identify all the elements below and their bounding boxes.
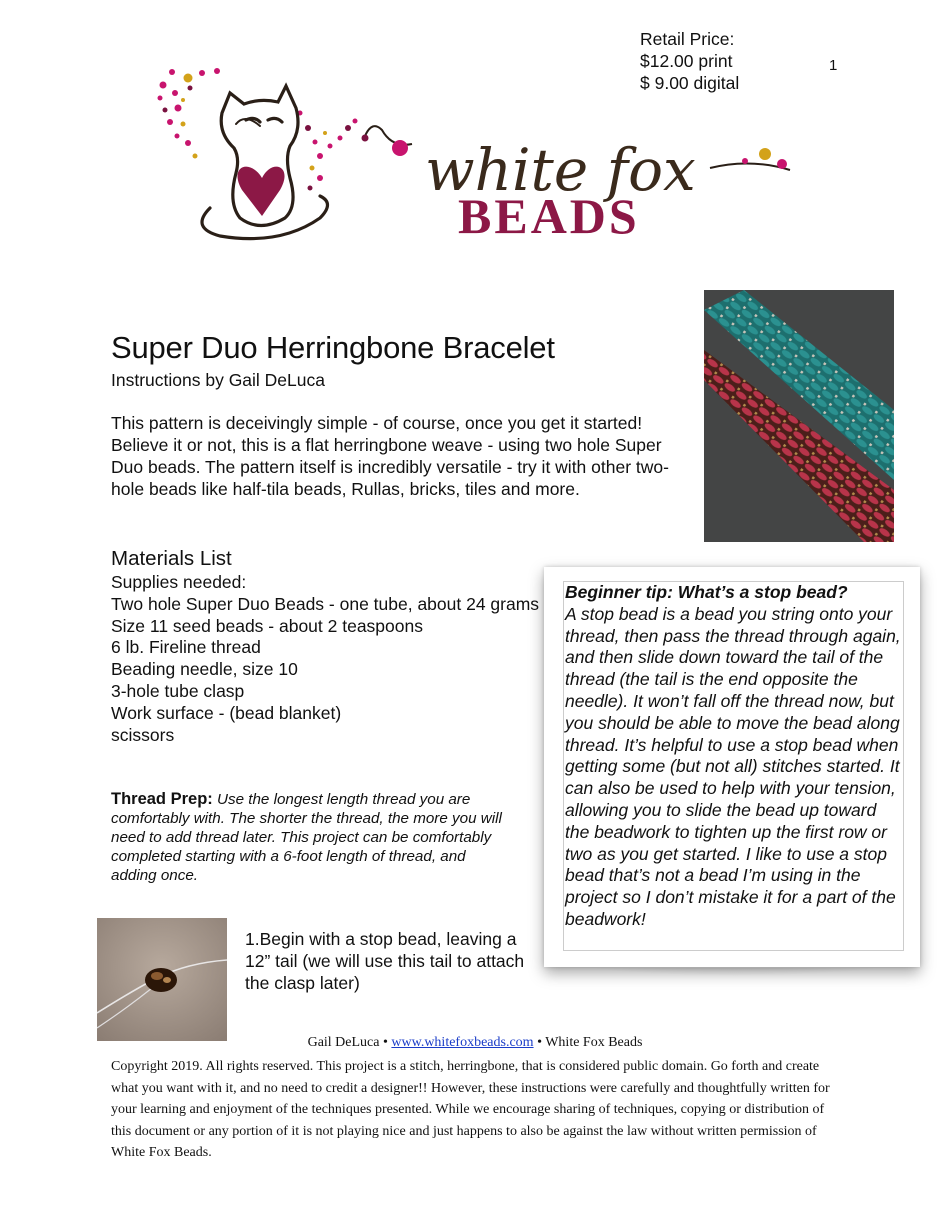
intro-paragraph: This pattern is deceivingly simple - of course, once you get it started! Believe it or not, this is a flat herringbone weave - using two hole Super Duo beads. The pattern itself is incredibly versatile - try it with other two-hole beads like half-tila beads, Rullas, bricks, tiles and more. [111,413,669,499]
beginner-tip-card [544,567,920,967]
materials-list [111,547,541,746]
step-1-text: 1.Begin with a stop bead, leaving a 12” tail (we will use this tail to attach the clasp later) [245,929,525,993]
copyright-notice: Copyright 2019. All rights reserved. This project is a stitch, herringbone, that is considered public domain. Go forth and create what you want with it, and no need to credit a designer!! However, these instructions were carefully and thoughtfully written for your learning and enjoyment of the techniques presented. While we encourage sharing of techniques, copying or distribution of this document or any portion of it is not playing nice and just happens to also be against the law without written permission of White Fox Beads. [111,1059,830,1160]
thread-prep [111,790,511,885]
tip-heading: Beginner tip: What’s a stop bead? [565,582,848,602]
card-shadow [540,968,930,1004]
materials-heading: Materials List [111,547,232,570]
page-number: 1 [829,57,838,74]
footer-author: Gail DeLuca • [307,1035,392,1050]
footer-brand: • White Fox Beads [533,1035,643,1050]
materials-line: Supplies needed: [111,572,247,592]
materials-line: Work surface - (bead blanket) [111,702,342,723]
retail-price-digital: $ 9.00 digital [640,73,740,93]
materials-line: scissors [111,724,175,745]
logo-script: white fox [425,136,696,204]
white-fox-beads-logo [150,58,800,253]
fox-icon [202,86,328,239]
materials-line: 6 lb. Fireline thread [111,637,261,658]
beginner-tip-box [563,581,904,951]
materials-line: Size 11 seed beads - about 2 teaspoons [111,615,423,636]
logo-beads: BEADS [458,188,640,244]
dot-swirl-icon [158,68,358,191]
materials-line: 3-hole tube clasp [111,680,245,701]
website-link[interactable]: www.whitefoxbeads.com [391,1035,534,1050]
retail-price-label: Retail Price: [640,29,735,49]
bracelet-photo [704,290,894,542]
materials-line: Two hole Super Duo Beads - one tube, about 24 grams [111,593,540,614]
footer-credits [0,1035,950,1051]
stop-bead-photo [97,918,227,1041]
thread-prep-text: Use the longest length thread you are comfortably with. The shorter the thread, the more you will need to add thread later. This project can be comfortably completed starting with a 6-foot length of thread, and adding once. [111,791,502,884]
heart-icon [237,167,284,216]
page-title: Super Duo Herringbone Bracelet [111,330,555,365]
thread-prep-label: Thread Prep: [111,790,213,808]
byline: Instructions by Gail DeLuca [111,370,325,390]
tip-body: A stop bead is a bead you string onto your thread, then pass the thread through again, and then slide down toward the tail of the thread (the tail is the end opposite the needle). It won’t fall off the thread now, but you should be able to move the bead along thread. It’s helpful to use a stop bead when getting some (but not all) stitches started. It can also be used to help with your tension, allowing you to slide the bead up toward the beadwork to tighten up the first row or two as you get started. I like to use a stop bead that’s not a bead I’m using in the project so I don’t mistake it for a part of the beadwork! [565,603,901,929]
retail-price-print: $12.00 print [640,51,733,71]
materials-line: Beading needle, size 10 [111,659,298,680]
